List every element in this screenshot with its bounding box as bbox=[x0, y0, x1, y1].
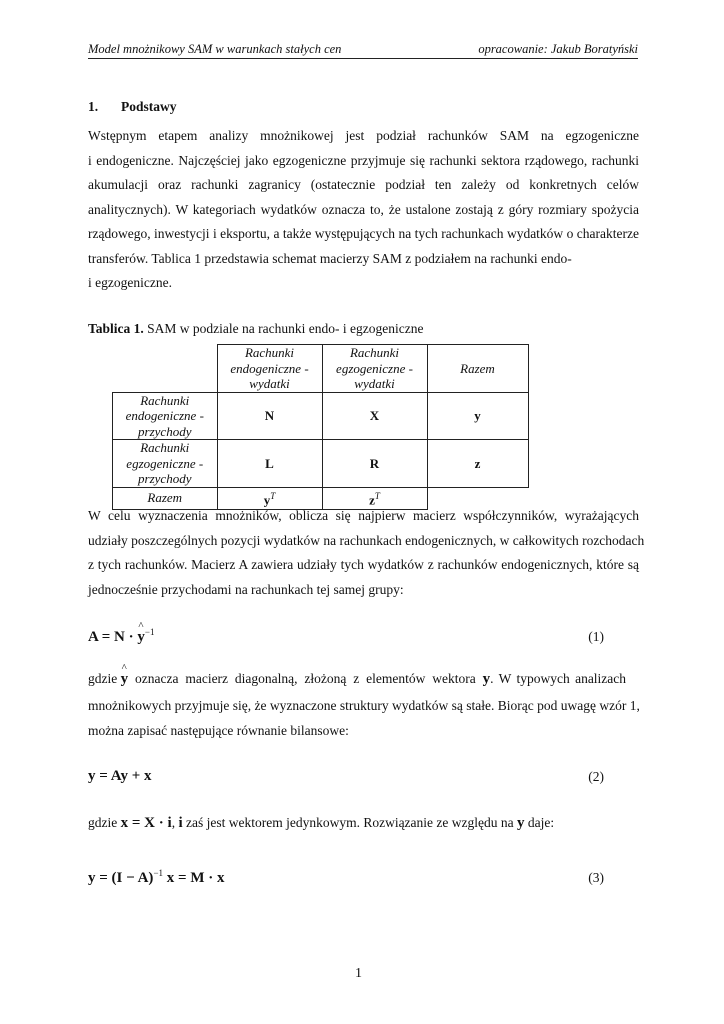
header-rule bbox=[88, 58, 638, 59]
paragraph-line: mnożnikowych przyjmuje się, że wyznaczone struktury wydatków są stałe. Biorąc pod uwagę wzór 1, bbox=[88, 698, 640, 713]
equation-2-number: (2) bbox=[588, 769, 604, 784]
paragraph-line: rządowego, inwestycji i eksportu, a także występujących na tych rachunkach wydatków o charakterze bbox=[88, 226, 639, 241]
paragraph-line: z tych rachunków. Macierz A zawiera udziały tych wydatków z rachunków endogenicznych, które są bbox=[88, 557, 639, 572]
eq3-left: y = (I − A) bbox=[88, 870, 154, 886]
section-heading bbox=[88, 99, 177, 115]
paragraph-line: akumulacji oraz rachunki zagranicy (ostatecznie podział ten zależy od konkretnych celów bbox=[88, 177, 639, 192]
equation-3-number: (3) bbox=[588, 870, 604, 885]
eq1-sup: −1 bbox=[144, 627, 155, 637]
equation-2: y = Ay + x bbox=[88, 768, 152, 784]
i-symbol: i bbox=[178, 815, 183, 831]
section-number: 1. bbox=[88, 99, 99, 114]
y-symbol: y bbox=[517, 815, 525, 831]
x-equation: x = X · i bbox=[120, 815, 172, 831]
transpose-sup: T bbox=[270, 490, 276, 501]
sam-table bbox=[112, 344, 529, 510]
equation-1-number: (1) bbox=[588, 629, 604, 644]
paragraph-diag-line bbox=[88, 671, 639, 688]
y-symbol: y bbox=[482, 671, 491, 687]
text-fragment: gdzie bbox=[88, 671, 121, 686]
row-header-endo: Rachunki endogeniczne - przychody bbox=[113, 392, 218, 440]
paragraph-line: jednocześnie przychodami na rachunkach tej samej grupy: bbox=[88, 581, 404, 597]
text-fragment: . W typowych analizach bbox=[490, 671, 627, 686]
paragraph-line: i endogeniczne. Najczęściej jako egzogeniczne przyjmuje się rachunki sektora rządowego, rachunki bbox=[88, 152, 639, 168]
eq1-left: A = N · bbox=[88, 629, 138, 645]
row-header-total: Razem bbox=[113, 487, 218, 509]
transpose-sup: T bbox=[374, 490, 380, 501]
text-fragment: , bbox=[171, 815, 179, 830]
text-fragment: daje: bbox=[524, 815, 555, 830]
cell-yT-base: y bbox=[263, 491, 271, 507]
eq1-yhat: ^ y bbox=[137, 629, 145, 646]
page-number: 1 bbox=[355, 966, 362, 981]
cell-X: X bbox=[322, 392, 427, 440]
text-fragment: gdzie bbox=[88, 815, 121, 830]
paragraph-line: analitycznych). W kategoriach wydatków oznacza to, że ustalone zostają z góry rozmiary spożycia bbox=[88, 201, 639, 217]
cell-zT-base: z bbox=[369, 491, 375, 507]
paragraph-line: W celu wyznaczenia mnożników, oblicza się najpierw macierz współczynników, wyrażających bbox=[88, 508, 639, 523]
paragraph-intro bbox=[88, 124, 639, 296]
equation-1 bbox=[88, 627, 154, 646]
col-header-exo: Rachunki egzogeniczne - wydatki bbox=[322, 345, 427, 393]
table-corner bbox=[113, 345, 218, 393]
row-header-exo: Rachunki egzogeniczne - przychody bbox=[113, 440, 218, 488]
paragraph-line: i egzogeniczne. bbox=[88, 275, 172, 290]
table-caption bbox=[88, 321, 423, 337]
cell-L: L bbox=[217, 440, 322, 488]
cell-N: N bbox=[217, 392, 322, 440]
paragraph-line: transferów. Tablica 1 przedstawia schemat macierzy SAM z podziałem na rachunki endo- bbox=[88, 250, 572, 266]
text-fragment: oznacza macierz diagonalną, złożoną z elementów wektora bbox=[128, 671, 483, 686]
paragraph-coefficients bbox=[88, 504, 645, 602]
table-caption-label: Tablica 1. bbox=[88, 321, 144, 336]
col-header-total: Razem bbox=[427, 345, 528, 393]
cell-y: y bbox=[427, 392, 528, 440]
eq3-right: x = M · x bbox=[163, 870, 225, 886]
text-fragment: zaś jest wektorem jedynkowym. Rozwiązanie ze względu na bbox=[182, 815, 517, 830]
cell-z: z bbox=[427, 440, 528, 488]
eq3-sup: −1 bbox=[153, 868, 164, 878]
header-title: Model mnożnikowy SAM w warunkach stałych cen bbox=[88, 42, 342, 56]
paragraph-solution-line bbox=[88, 815, 554, 832]
yhat-symbol: ^ y bbox=[121, 671, 129, 688]
cell-R: R bbox=[322, 440, 427, 488]
paragraph-line: Wstępnym etapem analizy mnożnikowej jest podział rachunków SAM na egzogeniczne bbox=[88, 128, 639, 143]
col-header-endo: Rachunki endogeniczne - wydatki bbox=[217, 345, 322, 393]
paragraph-balance bbox=[88, 694, 639, 743]
paragraph-line: można zapisać następujące równanie bilansowe: bbox=[88, 722, 349, 738]
equation-3 bbox=[88, 868, 224, 887]
header-author: opracowanie: Jakub Boratyński bbox=[478, 42, 638, 56]
table-caption-text: SAM w podziale na rachunki endo- i egzogeniczne bbox=[143, 321, 424, 336]
section-title: Podstawy bbox=[121, 99, 177, 114]
paragraph-line: udziały poszczególnych pozycji wydatków na rachunkach endogenicznych, w całkowitych rozchodach bbox=[88, 532, 645, 548]
